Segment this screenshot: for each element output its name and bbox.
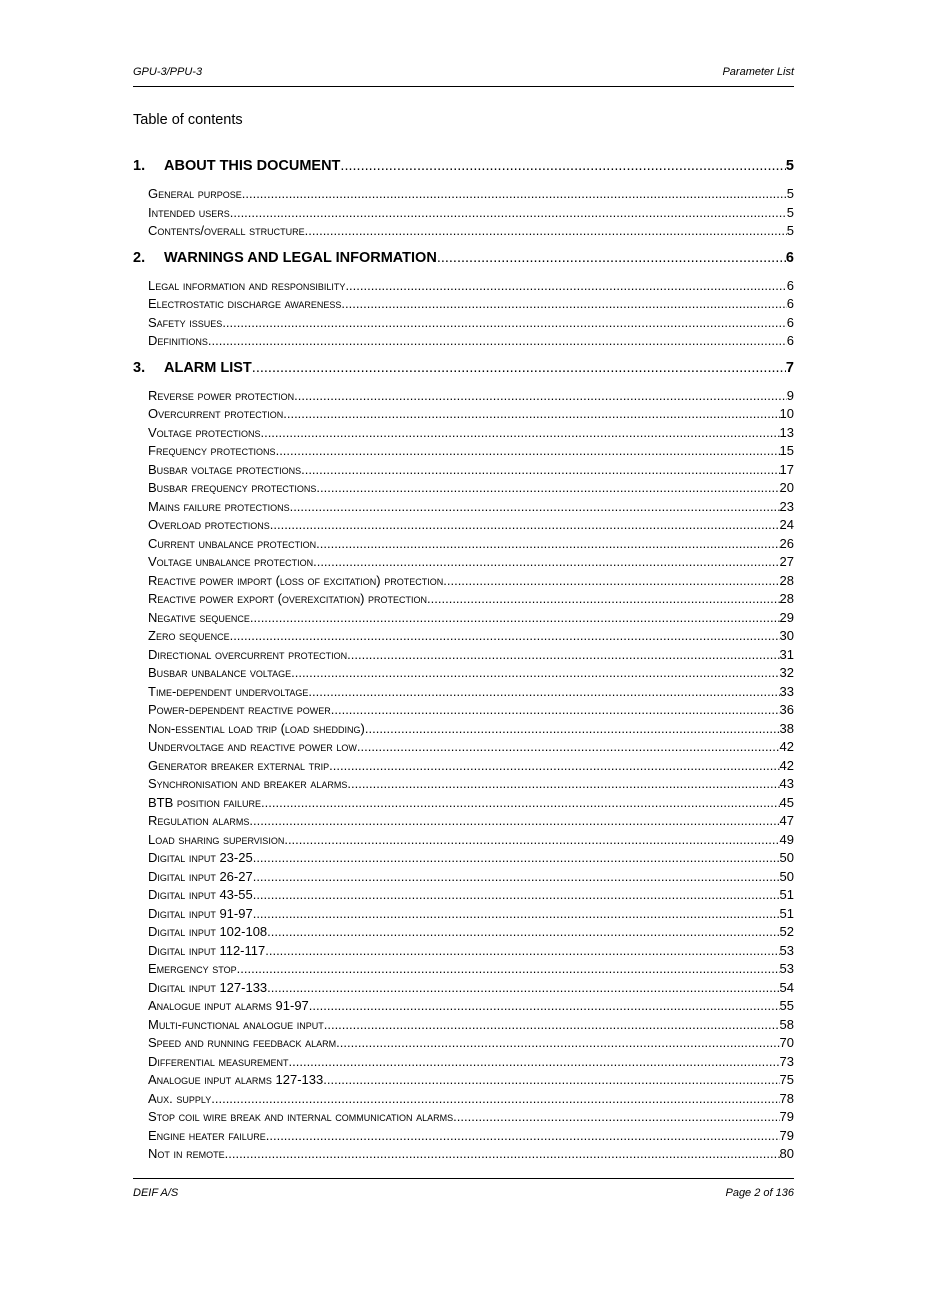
chapter-title: ALARM LIST bbox=[164, 359, 252, 376]
entry-title: Digital input 112-117 bbox=[148, 942, 266, 958]
entry-title: Negative sequence bbox=[148, 609, 250, 625]
toc-entry-link[interactable] bbox=[133, 665, 794, 684]
dot-leader bbox=[260, 425, 779, 440]
entry-page-number: 54 bbox=[779, 979, 794, 995]
chapter-page-number: 5 bbox=[785, 158, 794, 174]
entry-page-number: 75 bbox=[779, 1072, 794, 1087]
toc-entry-link[interactable] bbox=[133, 684, 794, 703]
chapter-number: 1. bbox=[133, 158, 146, 174]
toc-entry-link[interactable] bbox=[133, 906, 794, 925]
dot-leader bbox=[253, 906, 780, 921]
dot-leader bbox=[301, 462, 779, 477]
entry-page-number: 6 bbox=[786, 296, 794, 311]
entry-title: Regulation alarms bbox=[148, 813, 250, 828]
footer-page-number: Page 2 of 136 bbox=[725, 1187, 794, 1199]
entry-page-number: 5 bbox=[786, 186, 794, 201]
entry-title: Undervoltage and reactive power low bbox=[148, 739, 357, 754]
dot-leader bbox=[289, 1054, 780, 1069]
entry-page-number: 5 bbox=[786, 223, 794, 238]
toc-entry-link[interactable] bbox=[133, 315, 794, 334]
entry-title: Busbar unbalance voltage bbox=[148, 665, 292, 680]
entry-title: Speed and running feedback alarm bbox=[148, 1035, 337, 1050]
dot-leader bbox=[357, 739, 780, 754]
dot-leader bbox=[347, 647, 779, 662]
entry-page-number: 70 bbox=[779, 1035, 794, 1050]
dot-leader bbox=[336, 1035, 779, 1050]
entry-page-number: 42 bbox=[779, 739, 794, 754]
toc-entry-link[interactable] bbox=[133, 702, 794, 721]
entry-title: Digital input 91-97 bbox=[148, 905, 253, 921]
entry-title: Not in remote bbox=[148, 1146, 225, 1161]
toc-entry-link[interactable] bbox=[133, 943, 794, 962]
entry-title: Power-dependent reactive power bbox=[148, 702, 331, 717]
toc-entry-link[interactable] bbox=[133, 186, 794, 205]
dot-leader bbox=[316, 536, 779, 551]
dot-leader bbox=[237, 961, 780, 976]
dot-leader bbox=[324, 1017, 780, 1032]
dot-leader bbox=[365, 721, 780, 736]
chapter-title: ABOUT THIS DOCUMENT bbox=[164, 158, 341, 174]
dot-leader bbox=[266, 1128, 780, 1143]
entry-title: Voltage unbalance protection bbox=[148, 554, 314, 569]
entry-title: Reactive power import (loss of excitation) protection bbox=[148, 572, 444, 588]
entry-page-number: 38 bbox=[779, 720, 794, 736]
toc-entry-link[interactable] bbox=[133, 1109, 794, 1128]
entry-title: Overload protections bbox=[148, 517, 270, 532]
dot-leader bbox=[253, 850, 780, 865]
table-of-contents bbox=[133, 158, 794, 1165]
footer-company: DEIF A/S bbox=[133, 1187, 179, 1199]
header-product: GPU-3/PPU-3 bbox=[133, 66, 203, 78]
toc-title: Table of contents bbox=[133, 112, 243, 128]
toc-entry-link[interactable] bbox=[133, 776, 794, 795]
dot-leader bbox=[276, 443, 780, 458]
chapter-number: 2. bbox=[133, 249, 146, 266]
entry-title: Contents/overall structure bbox=[148, 223, 305, 238]
entry-page-number: 23 bbox=[779, 498, 794, 514]
dot-leader bbox=[308, 684, 779, 699]
toc-entry-link[interactable] bbox=[133, 388, 794, 407]
toc-entry-link[interactable] bbox=[133, 517, 794, 536]
entry-page-number: 20 bbox=[779, 480, 794, 495]
toc-entry-link[interactable] bbox=[133, 333, 794, 352]
toc-entry-link[interactable] bbox=[133, 278, 794, 297]
entry-title: Analogue input alarms 127-133 bbox=[148, 1072, 324, 1087]
dot-leader bbox=[242, 186, 787, 201]
entry-title: Aux. supply bbox=[148, 1090, 212, 1106]
page-header bbox=[133, 66, 794, 87]
dot-leader bbox=[261, 795, 780, 810]
entry-page-number: 9 bbox=[786, 387, 794, 403]
entry-title: Legal information and responsibility bbox=[148, 277, 346, 293]
dot-leader bbox=[253, 887, 780, 902]
entry-title: Safety issues bbox=[148, 314, 223, 330]
entry-page-number: 15 bbox=[779, 443, 794, 458]
toc-entry-link[interactable] bbox=[133, 1072, 794, 1091]
toc-entry-link[interactable] bbox=[133, 795, 794, 814]
entry-title: Time-dependent undervoltage bbox=[148, 683, 309, 699]
dot-leader bbox=[323, 1072, 779, 1087]
toc-entry-link[interactable] bbox=[133, 425, 794, 444]
entry-page-number: 5 bbox=[786, 204, 794, 220]
toc-entry-link[interactable] bbox=[133, 739, 794, 758]
entry-title: Digital input 43-55 bbox=[148, 887, 253, 902]
toc-chapter-link[interactable] bbox=[133, 250, 794, 267]
dot-leader bbox=[222, 315, 786, 330]
toc-entry-link[interactable] bbox=[133, 536, 794, 555]
entry-title: Busbar frequency protections bbox=[148, 480, 317, 495]
entry-page-number: 49 bbox=[779, 831, 794, 847]
entry-page-number: 43 bbox=[779, 776, 794, 791]
dot-leader bbox=[437, 250, 786, 266]
entry-page-number: 33 bbox=[779, 683, 794, 699]
entry-page-number: 29 bbox=[779, 609, 794, 625]
entry-page-number: 52 bbox=[779, 924, 794, 939]
dot-leader bbox=[265, 943, 779, 958]
chapter-page-number: 6 bbox=[785, 249, 794, 266]
entry-page-number: 73 bbox=[779, 1053, 794, 1069]
toc-entry-link[interactable] bbox=[133, 850, 794, 869]
entry-page-number: 50 bbox=[779, 850, 794, 865]
entry-page-number: 53 bbox=[779, 942, 794, 958]
entry-title: Stop coil wire break and internal communication alarms bbox=[148, 1109, 454, 1124]
toc-entry-link[interactable] bbox=[133, 924, 794, 943]
entry-page-number: 47 bbox=[779, 813, 794, 828]
toc-entry-link[interactable] bbox=[133, 1128, 794, 1147]
entry-page-number: 26 bbox=[779, 535, 794, 551]
dot-leader bbox=[316, 480, 779, 495]
toc-entry-link[interactable] bbox=[133, 1054, 794, 1073]
toc-entry-link[interactable] bbox=[133, 961, 794, 980]
entry-title: Generator breaker external trip bbox=[148, 757, 330, 773]
toc-chapter-link[interactable] bbox=[133, 158, 794, 175]
entry-page-number: 17 bbox=[779, 461, 794, 477]
entry-page-number: 51 bbox=[779, 905, 794, 921]
toc-entry-link[interactable] bbox=[133, 869, 794, 888]
dot-leader bbox=[211, 1091, 779, 1106]
dot-leader bbox=[252, 360, 786, 376]
entry-page-number: 50 bbox=[779, 868, 794, 884]
entry-title: Intended users bbox=[148, 204, 230, 220]
entry-page-number: 58 bbox=[779, 1016, 794, 1032]
entry-title: Synchronisation and breaker alarms bbox=[148, 776, 348, 791]
dot-leader bbox=[250, 610, 780, 625]
entry-title: Voltage protections bbox=[148, 424, 261, 440]
dot-leader bbox=[253, 869, 780, 884]
entry-title: Directional overcurrent protection bbox=[148, 646, 348, 662]
toc-entry-link[interactable] bbox=[133, 610, 794, 629]
toc-entry-link[interactable] bbox=[133, 887, 794, 906]
dot-leader bbox=[345, 278, 786, 293]
dot-leader bbox=[283, 406, 779, 421]
page-footer bbox=[133, 1178, 794, 1199]
toc-entry-link[interactable] bbox=[133, 832, 794, 851]
toc-entry-link[interactable] bbox=[133, 223, 794, 242]
entry-page-number: 79 bbox=[779, 1109, 794, 1124]
entry-title: Reactive power export (overexcitation) protection bbox=[148, 591, 428, 606]
entry-title: Zero sequence bbox=[148, 628, 230, 643]
dot-leader bbox=[230, 628, 780, 643]
dot-leader bbox=[331, 702, 780, 717]
entry-page-number: 28 bbox=[779, 591, 794, 606]
toc-entry-link[interactable] bbox=[133, 1035, 794, 1054]
entry-title: General purpose bbox=[148, 186, 242, 201]
dot-leader bbox=[225, 1146, 780, 1161]
toc-entry-link[interactable] bbox=[133, 573, 794, 592]
entry-page-number: 42 bbox=[779, 757, 794, 773]
toc-entry-link[interactable] bbox=[133, 758, 794, 777]
dot-leader bbox=[313, 554, 779, 569]
chapter-number: 3. bbox=[133, 359, 146, 376]
dot-leader bbox=[290, 499, 780, 514]
dot-leader bbox=[329, 758, 779, 773]
entry-page-number: 78 bbox=[779, 1090, 794, 1106]
toc-entry-link[interactable] bbox=[133, 205, 794, 224]
header-doc-type: Parameter List bbox=[722, 66, 794, 78]
entry-title: Load sharing supervision bbox=[148, 831, 285, 847]
entry-page-number: 51 bbox=[779, 887, 794, 902]
entry-page-number: 6 bbox=[786, 333, 794, 348]
toc-entry-link[interactable] bbox=[133, 980, 794, 999]
toc-entry-link[interactable] bbox=[133, 1017, 794, 1036]
entry-title: Busbar voltage protections bbox=[148, 461, 302, 477]
toc-entry-link[interactable] bbox=[133, 591, 794, 610]
dot-leader bbox=[340, 158, 786, 174]
entry-page-number: 36 bbox=[779, 702, 794, 717]
entry-page-number: 24 bbox=[779, 517, 794, 532]
dot-leader bbox=[443, 573, 779, 588]
toc-entry-link[interactable] bbox=[133, 443, 794, 462]
dot-leader bbox=[208, 333, 787, 348]
dot-leader bbox=[347, 776, 779, 791]
entry-title: Electrostatic discharge awareness bbox=[148, 296, 342, 311]
dot-leader bbox=[294, 388, 787, 403]
entry-page-number: 13 bbox=[779, 424, 794, 440]
toc-entry-link[interactable] bbox=[133, 554, 794, 573]
toc-entry-link[interactable] bbox=[133, 406, 794, 425]
entry-title: Reverse power protection bbox=[148, 387, 295, 403]
entry-page-number: 6 bbox=[786, 277, 794, 293]
toc-entry-link[interactable] bbox=[133, 721, 794, 740]
toc-entry-link[interactable] bbox=[133, 998, 794, 1017]
entry-page-number: 53 bbox=[779, 961, 794, 976]
entry-title: Digital input 102-108 bbox=[148, 924, 268, 939]
toc-entry-link[interactable] bbox=[133, 480, 794, 499]
dot-leader bbox=[230, 205, 787, 220]
toc-entry-link[interactable] bbox=[133, 628, 794, 647]
entry-title: BTB position failure bbox=[148, 794, 262, 810]
toc-chapter-link[interactable] bbox=[133, 360, 794, 377]
entry-title: Differential measurement bbox=[148, 1053, 289, 1069]
entry-title: Engine heater failure bbox=[148, 1127, 266, 1143]
entry-page-number: 28 bbox=[779, 572, 794, 588]
entry-title: Mains failure protections bbox=[148, 498, 290, 514]
toc-entry-link[interactable] bbox=[133, 1146, 794, 1165]
entry-page-number: 80 bbox=[779, 1146, 794, 1161]
dot-leader bbox=[267, 924, 779, 939]
dot-leader bbox=[270, 517, 780, 532]
entry-title: Overcurrent protection bbox=[148, 406, 284, 421]
entry-title: Digital input 23-25 bbox=[148, 850, 253, 865]
toc-entry-link[interactable] bbox=[133, 462, 794, 481]
chapter-page-number: 7 bbox=[785, 359, 794, 376]
toc-entry-link[interactable] bbox=[133, 647, 794, 666]
dot-leader bbox=[284, 832, 779, 847]
toc-entry-link[interactable] bbox=[133, 813, 794, 832]
dot-leader bbox=[267, 980, 779, 995]
entry-title: Frequency protections bbox=[148, 443, 276, 458]
chapter-title: WARNINGS AND LEGAL INFORMATION bbox=[164, 249, 437, 266]
entry-title: Current unbalance protection bbox=[148, 535, 317, 551]
entry-title: Definitions bbox=[148, 333, 208, 348]
entry-title: Digital input 127-133 bbox=[148, 979, 268, 995]
dot-leader bbox=[453, 1109, 779, 1124]
dot-leader bbox=[309, 998, 780, 1013]
entry-page-number: 55 bbox=[779, 998, 794, 1013]
entry-title: Emergency stop bbox=[148, 961, 237, 976]
dot-leader bbox=[249, 813, 779, 828]
entry-title: Analogue input alarms 91-97 bbox=[148, 998, 309, 1013]
toc-entry-link[interactable] bbox=[133, 499, 794, 518]
entry-page-number: 6 bbox=[786, 314, 794, 330]
entry-page-number: 79 bbox=[779, 1127, 794, 1143]
entry-title: Non-essential load trip (load shedding) bbox=[148, 720, 365, 736]
toc-entry-link[interactable] bbox=[133, 296, 794, 315]
entry-page-number: 27 bbox=[779, 554, 794, 569]
toc-entry-link[interactable] bbox=[133, 1091, 794, 1110]
dot-leader bbox=[341, 296, 786, 311]
dot-leader bbox=[427, 591, 780, 606]
entry-title: Multi-functional analogue input bbox=[148, 1016, 324, 1032]
dot-leader bbox=[305, 223, 787, 238]
entry-page-number: 31 bbox=[779, 646, 794, 662]
entry-page-number: 45 bbox=[779, 794, 794, 810]
entry-title: Digital input 26-27 bbox=[148, 868, 253, 884]
dot-leader bbox=[291, 665, 779, 680]
entry-page-number: 10 bbox=[779, 406, 794, 421]
entry-page-number: 30 bbox=[779, 628, 794, 643]
entry-page-number: 32 bbox=[779, 665, 794, 680]
